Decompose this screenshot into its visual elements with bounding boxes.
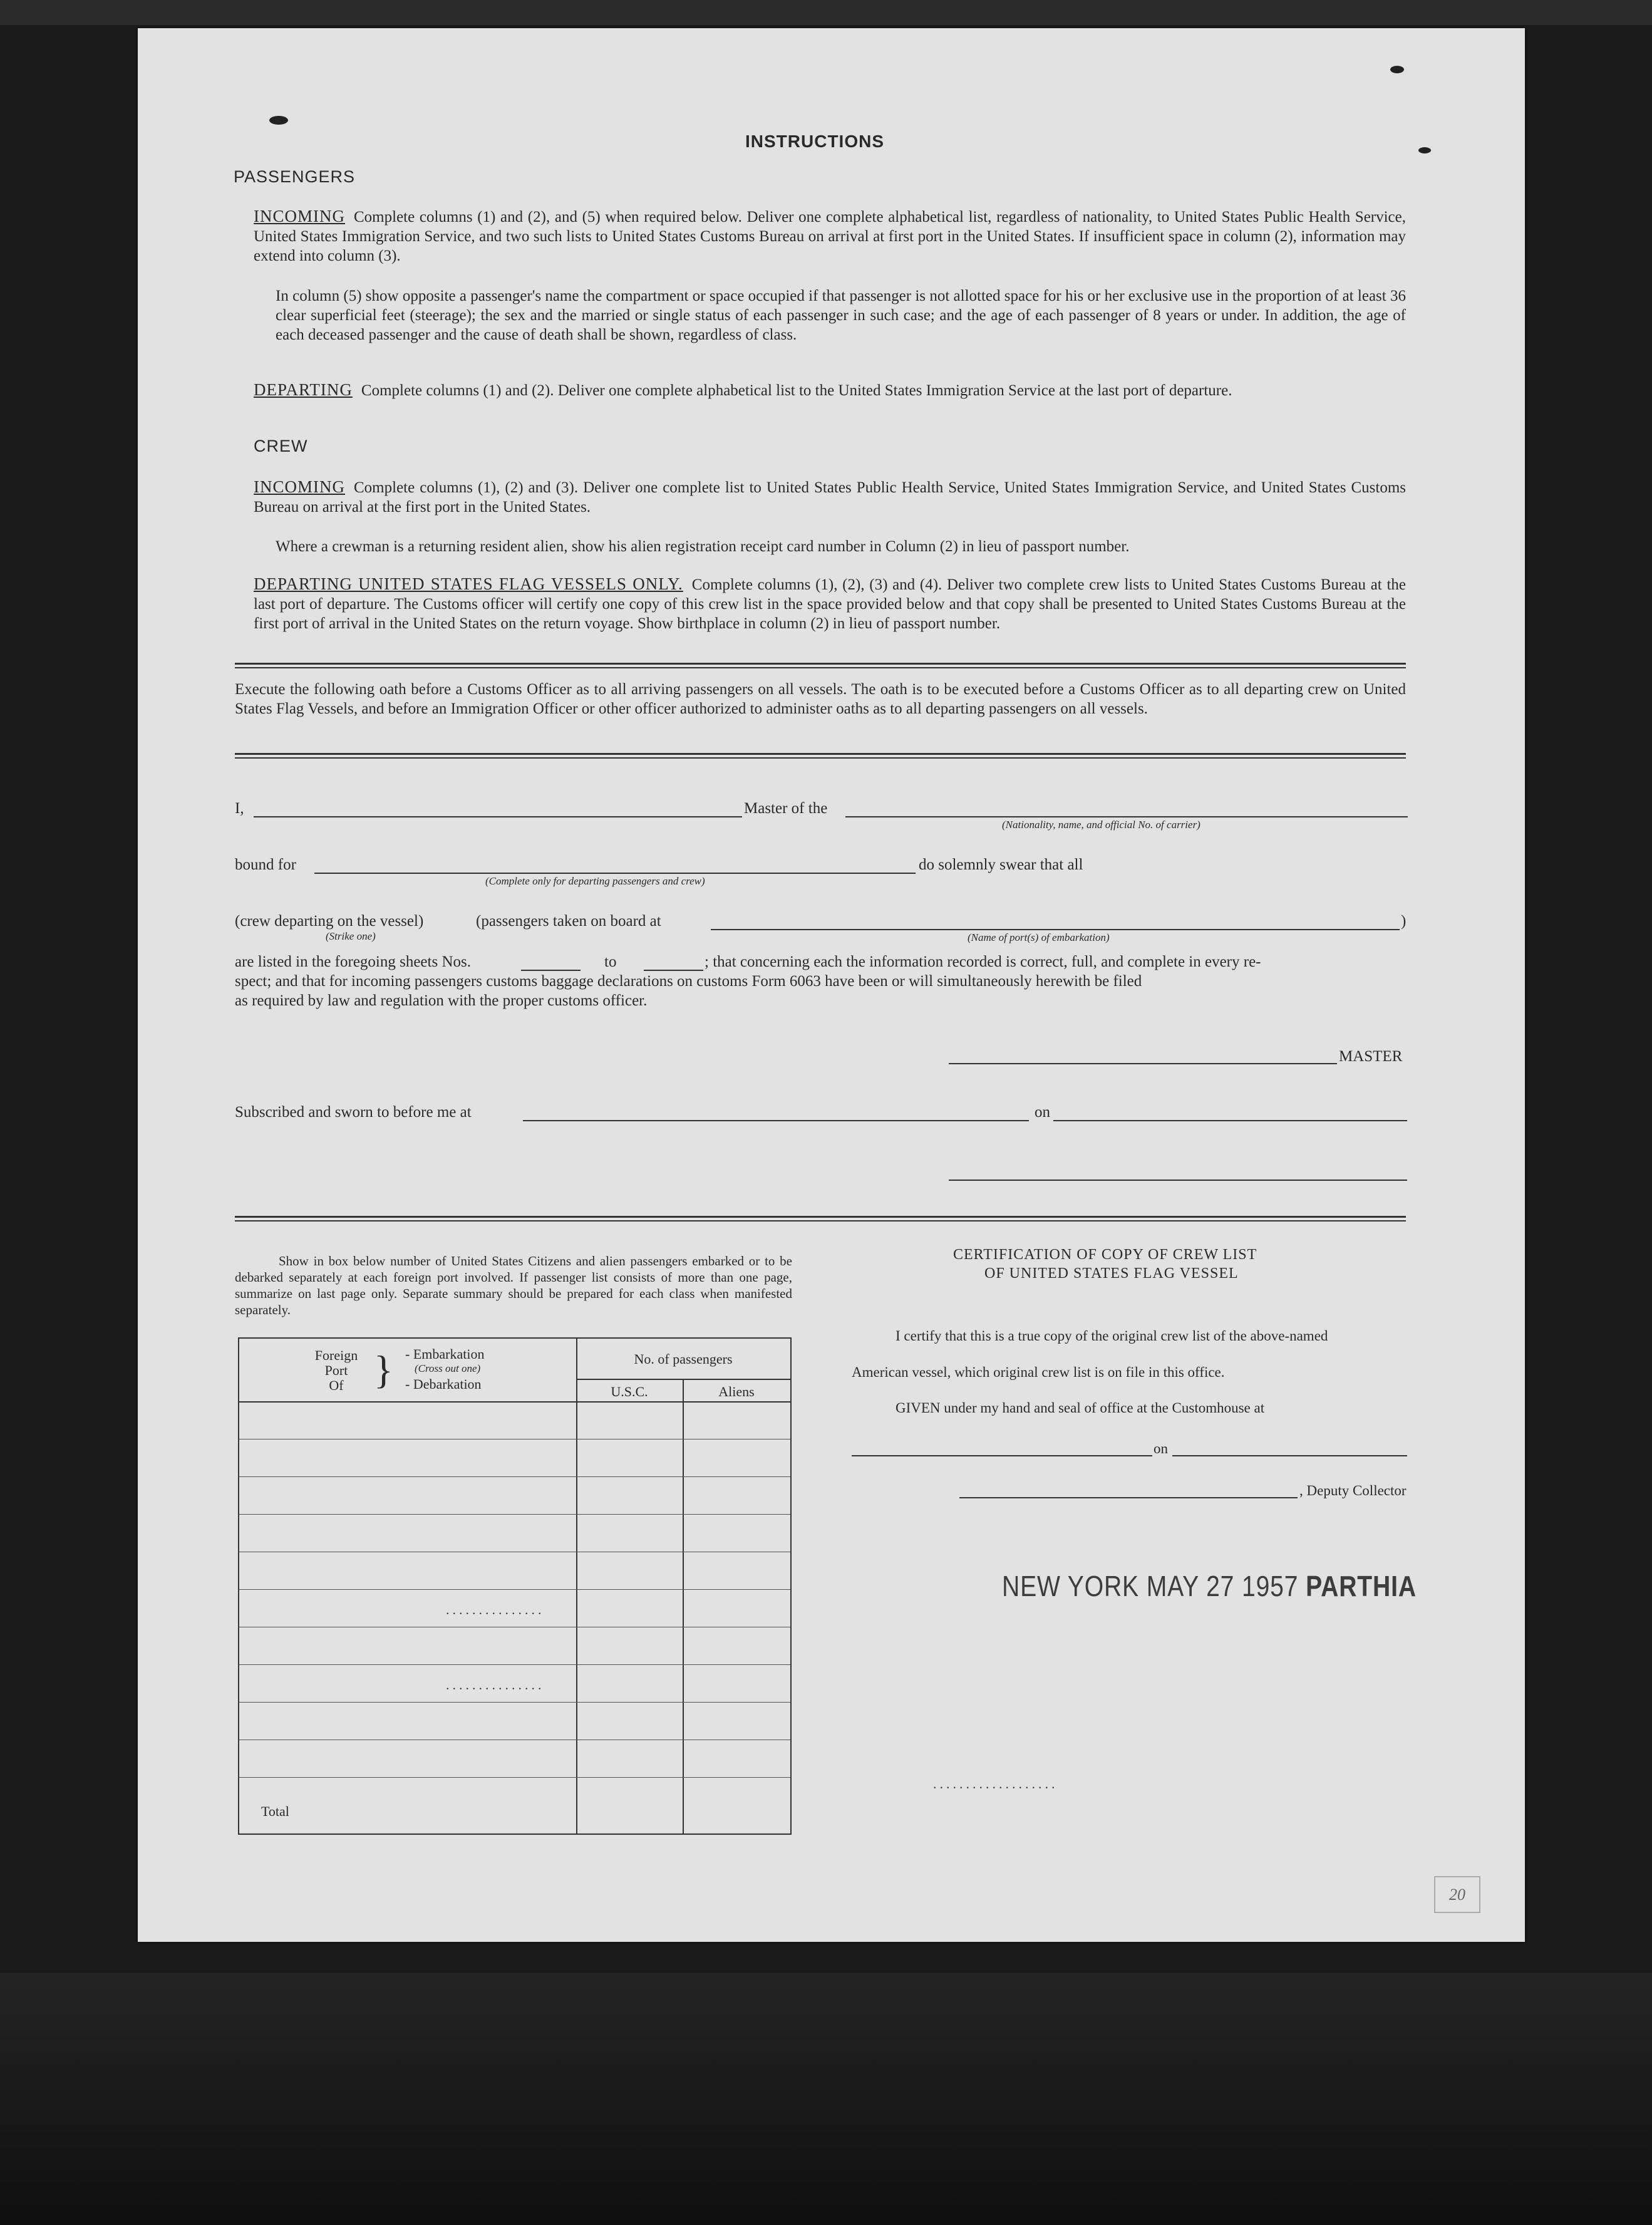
passengers-incoming-key: INCOMING [254,207,345,226]
swear-label: do solemnly swear that all [919,856,1083,873]
show-through-dots: ............... [446,1602,545,1617]
bound-for-note: (Complete only for departing passengers and crew) [485,875,705,887]
document-page [138,28,1525,1942]
aliens-header: Aliens [718,1384,755,1399]
show-through-dots: ................... [933,1776,1058,1792]
crew-incoming-text: Complete columns (1), (2) and (3). Deliver one complete list to United States Public Health Service, United States Immigration Service, and United States Customs Bureau on arrival at the first port in the United States. [254,479,1406,516]
close-paren: ) [1401,913,1407,930]
crew-departing-option: (crew departing on the vessel) [235,913,424,930]
sworn-on-label: on [1035,1104,1050,1121]
section-heading-passengers: PASSENGERS [234,167,356,186]
sheet-from-field[interactable] [521,970,581,971]
crew-incoming-paragraph [254,477,1406,517]
bound-for-field[interactable] [314,873,916,874]
passengers-departing-text: Complete columns (1) and (2). Deliver one complete alphabetical list to the United States Immigration Service at the last port of departure. [361,382,1232,399]
carrier-note: (Nationality, name, and official No. of carrier) [1002,819,1200,831]
officer-signature-field[interactable] [949,1180,1407,1181]
sheet-to-field[interactable] [644,970,703,971]
brace-icon: } [374,1347,393,1392]
embarkation-option: - Embarkation [405,1346,485,1362]
sworn-date-field[interactable] [1053,1120,1407,1121]
carrier-field[interactable] [845,816,1408,817]
sworn-place-field[interactable] [523,1120,1029,1121]
foreign-header: Foreign [314,1347,358,1363]
section-divider [235,1216,1406,1221]
stamp-date-text: NEW YORK MAY 27 1957 [1002,1570,1299,1602]
oath-intro-paragraph: Execute the following oath before a Customs Officer as to all arriving passengers on all vessels. The oath is to be executed before a Customs Officer as to all departing crew on United States Flag Vessels, and before an Immigration Officer or other officer authorized to administer oaths as to all departing passengers on all vessels. [235,681,1406,717]
cross-out-note: (Cross out one) [415,1362,481,1374]
master-of-label: Master of the [744,800,828,817]
usc-header: U.S.C. [611,1384,648,1399]
certification-date-field[interactable] [1172,1455,1407,1456]
port-arrival-stamp [1002,1569,1417,1603]
master-name-field[interactable] [254,816,742,817]
total-row-label: Total [261,1803,289,1819]
certification-title-line-1: CERTIFICATION OF COPY OF CREW LIST [953,1247,1257,1263]
given-line: GIVEN under my hand and seal of office at the Customhouse at [896,1400,1265,1416]
passengers-incoming-paragraph [254,207,1406,266]
listed-line-3: spect; and that for incoming passengers customs baggage declarations on customs Form 6063 have been or will simultaneously herewith be filed [235,973,1142,990]
ports-note: (Name of port(s) of embarkation) [968,931,1110,943]
passengers-taken-option: (passengers taken on board at [476,913,661,930]
strike-note: (Strike one) [326,930,376,942]
passengers-column5-paragraph: In column (5) show opposite a passenger's name the compartment or space occupied if that passenger is not allotted space for his or her exclusive use in the proportion of at least 36 clear superficial feet (steerage); the sex and the married or single status of each passenger in such case; and the age of each passenger of 8 years or under. In addition, the age of each deceased passenger and the cause of death shall be shown, regardless of class. [276,288,1406,343]
passengers-incoming-text: Complete columns (1) and (2), and (5) when required below. Deliver one complete alphabetical list, regardless of nationality, to United States Public Health Service, United States Immigration Service, and two such lists to United States Customs Bureau on arrival at first port in the United States. If insufficient space in column (2), information may extend into column (3). [254,209,1406,264]
embarkation-ports-field[interactable] [711,929,1400,930]
deputy-signature-field[interactable] [959,1497,1298,1498]
deputy-collector-label: , Deputy Collector [1299,1483,1407,1498]
ink-blot-mark [269,116,288,125]
listed-continuation: ; that concerning each the information recorded is correct, full, and complete in every re- [705,953,1261,970]
stamp-ship-name: PARTHIA [1306,1570,1417,1602]
folio-number: 20 [1434,1876,1480,1913]
section-divider [235,663,1406,668]
crew-departing-key: DEPARTING UNITED STATES FLAG VESSELS ONLY. [254,574,683,593]
certification-title-line-2: OF UNITED STATES FLAG VESSEL [984,1265,1239,1282]
scan-border-bottom [0,1973,1652,2225]
section-divider [235,753,1406,759]
subscribed-label: Subscribed and sworn to before me at [235,1104,472,1121]
summary-instructions: Show in box below number of United States Citizens and alien passengers embarked or to be debarked separately at each foreign port involved. If passenger list consists of more than one page, summarize on last page only. Separate summary should be prepared for each class when manifested separately. [235,1253,792,1317]
bound-for-label: bound for [235,856,296,873]
ink-blot-mark [1418,147,1431,153]
no-of-passengers-header: No. of passengers [634,1351,733,1367]
listed-sheets-label: are listed in the foregoing sheets Nos. [235,953,471,970]
ink-blot-mark [1390,66,1404,73]
listed-to-label: to [604,953,617,970]
certification-on-label: on [1154,1441,1168,1456]
page-title: INSTRUCTIONS [745,132,884,151]
oath-i-label: I, [235,800,244,817]
listed-line-4: as required by law and regulation with the proper customs officer. [235,992,648,1009]
show-through-dots: ............... [446,1677,545,1693]
certify-line-2: American vessel, which original crew list is on file in this office. [852,1364,1225,1380]
scan-border-top [0,0,1652,25]
port-header: Port [324,1362,348,1378]
debarkation-option: - Debarkation [405,1376,482,1392]
crew-departing-paragraph [254,574,1406,633]
section-heading-crew: CREW [254,437,308,455]
crew-resident-paragraph: Where a crewman is a returning resident alien, show his alien registration receipt card number in Column (2) in lieu of passport number. [276,538,1130,555]
passengers-departing-paragraph [254,380,1406,400]
crew-departing-text: Complete columns (1), (2), (3) and (4). Deliver two complete crew lists to United States Customs Bureau at the last port of departure. The Customs officer will certify one copy of this crew list in the space provided below and that copy shall be presented to United States Customs Bureau at the first port of arrival in the United States on the return voyage. Show birthplace in column (2) in lieu of passport number. [254,576,1406,632]
passenger-summary-table [238,1337,792,1835]
of-header: Of [329,1377,344,1393]
master-label: MASTER [1339,1048,1403,1065]
customhouse-place-field[interactable] [852,1455,1152,1456]
certify-line-1: I certify that this is a true copy of the original crew list of the above-named [896,1328,1328,1344]
crew-incoming-key: INCOMING [254,477,345,496]
passengers-departing-key: DEPARTING [254,380,353,399]
master-signature-field[interactable] [949,1063,1337,1064]
